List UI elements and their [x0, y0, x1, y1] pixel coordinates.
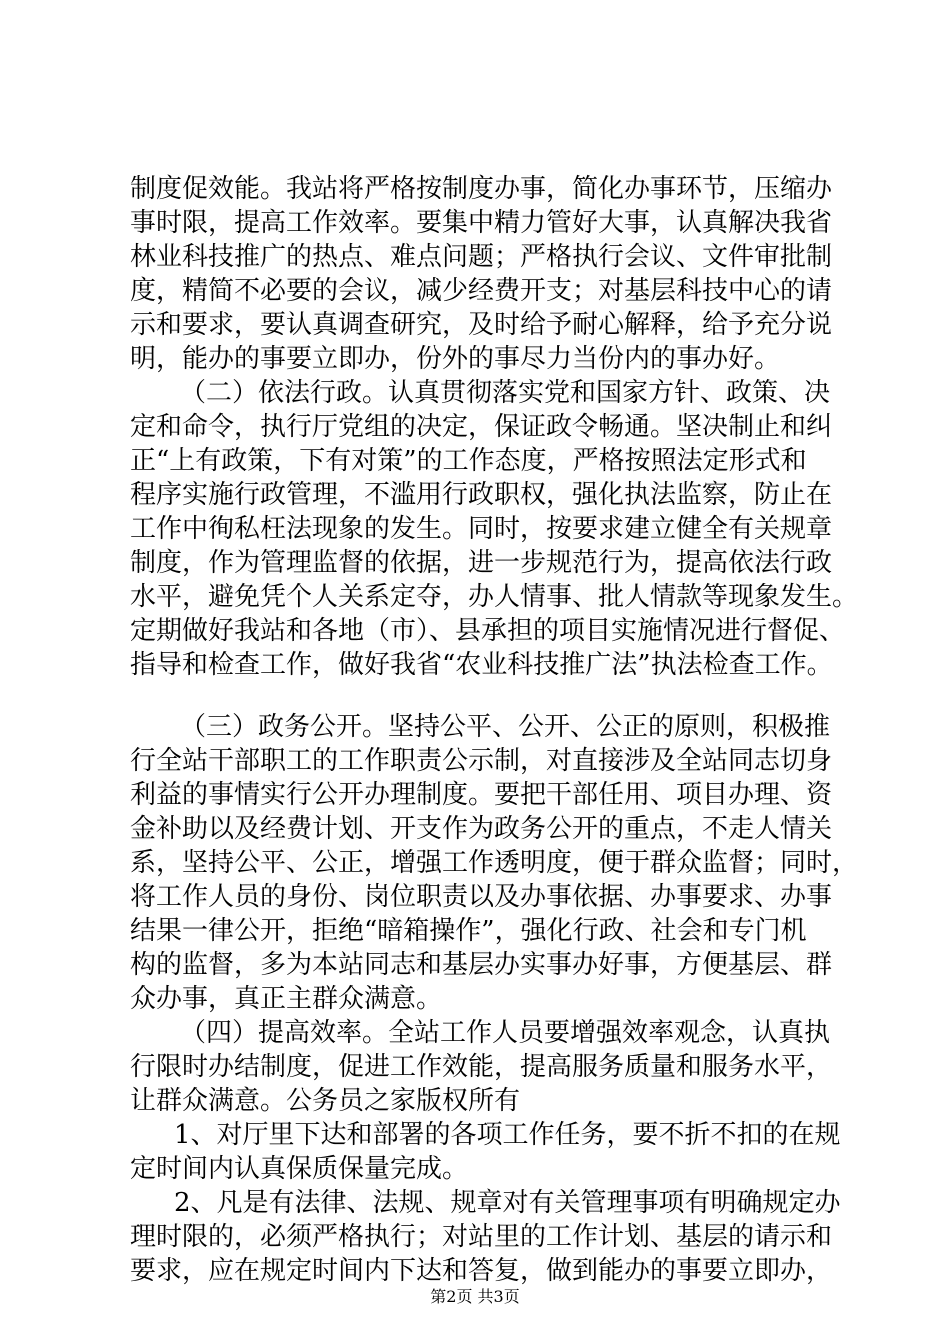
body-line: 度，精简不必要的会议，减少经费开支；对基层科技中心的请 [130, 276, 833, 306]
body-line: 指导和检查工作，做好我省“农业科技推广法”执法检查工作。 [130, 650, 833, 680]
body-line: 行全站干部职工的工作职责公示制，对直接涉及全站同志切身 [130, 746, 833, 776]
body-line: 水平，避免凭个人关系定夺，办人情事、批人情款等现象发生。 [130, 582, 859, 612]
body-line: 制度，作为管理监督的依据，进一步规范行为，提高依法行政 [130, 548, 833, 578]
body-line: 行限时办结制度，促进工作效能，提高服务质量和服务水平， [130, 1052, 833, 1082]
body-line: 定和命令，执行厅党组的决定，保证政令畅通。坚决制止和纠 [130, 412, 833, 442]
page-footer: 第2页 共3页 [430, 1287, 520, 1306]
list-item-line: 1、对厅里下达和部署的各项工作任务，要不折不扣的在规 [174, 1120, 841, 1150]
list-item-line: 2、凡是有法律、法规、规章对有关管理事项有明确规定办 [174, 1188, 841, 1218]
body-line: 系，坚持公平、公正，增强工作透明度，便于群众监督；同时， [130, 848, 859, 878]
body-line: 金补助以及经费计划、开支作为政务公开的重点，不走人情关 [130, 814, 833, 844]
body-line: 林业科技推广的热点、难点问题；严格执行会议、文件审批制 [130, 242, 833, 272]
paragraph-heading-line: （三）政务公开。坚持公平、公开、公正的原则，积极推 [180, 712, 831, 742]
body-line: 理时限的，必须严格执行；对站里的工作计划、基层的请示和 [130, 1222, 833, 1252]
body-line: 事时限，提高工作效率。要集中精力管好大事，认真解决我省 [130, 208, 833, 238]
body-line: 定时间内认真保质保量完成。 [130, 1154, 469, 1184]
body-line: 程序实施行政管理，不滥用行政职权，强化执法监察，防止在 [130, 480, 833, 510]
body-line: 将工作人员的身份、岗位职责以及办事依据、办事要求、办事 [130, 882, 833, 912]
body-line: 制度促效能。我站将严格按制度办事，简化办事环节，压缩办 [130, 174, 833, 204]
body-line: 工作中徇私枉法现象的发生。同时，按要求建立健全有关规章 [130, 514, 833, 544]
body-line: 要求，应在规定时间内下达和答复，做到能办的事要立即办， [130, 1256, 833, 1286]
body-line: 让群众满意。公务员之家版权所有 [130, 1086, 521, 1116]
body-line: 明，能办的事要立即办，份外的事尽力当份内的事办好。 [130, 344, 781, 374]
paragraph-heading-line: （四）提高效率。全站工作人员要增强效率观念，认真执 [180, 1018, 831, 1048]
body-line: 众办事，真正主群众满意。 [130, 984, 443, 1014]
body-line: 定期做好我站和各地（市）、县承担的项目实施情况进行督促、 [130, 616, 846, 646]
body-line: 利益的事情实行公开办理制度。要把干部任用、项目办理、资 [130, 780, 833, 810]
body-line: 构的监督，多为本站同志和基层办实事办好事，方便基层、群 [130, 950, 833, 980]
body-line: 结果一律公开，拒绝“暗箱操作”，强化行政、社会和专门机 [130, 916, 807, 946]
body-line: 示和要求，要认真调查研究，及时给予耐心解释，给予充分说 [130, 310, 833, 340]
paragraph-heading-line: （二）依法行政。认真贯彻落实党和国家方针、政策、决 [180, 378, 831, 408]
body-line: 正“上有政策，下有对策”的工作态度，严格按照法定形式和 [130, 446, 807, 476]
